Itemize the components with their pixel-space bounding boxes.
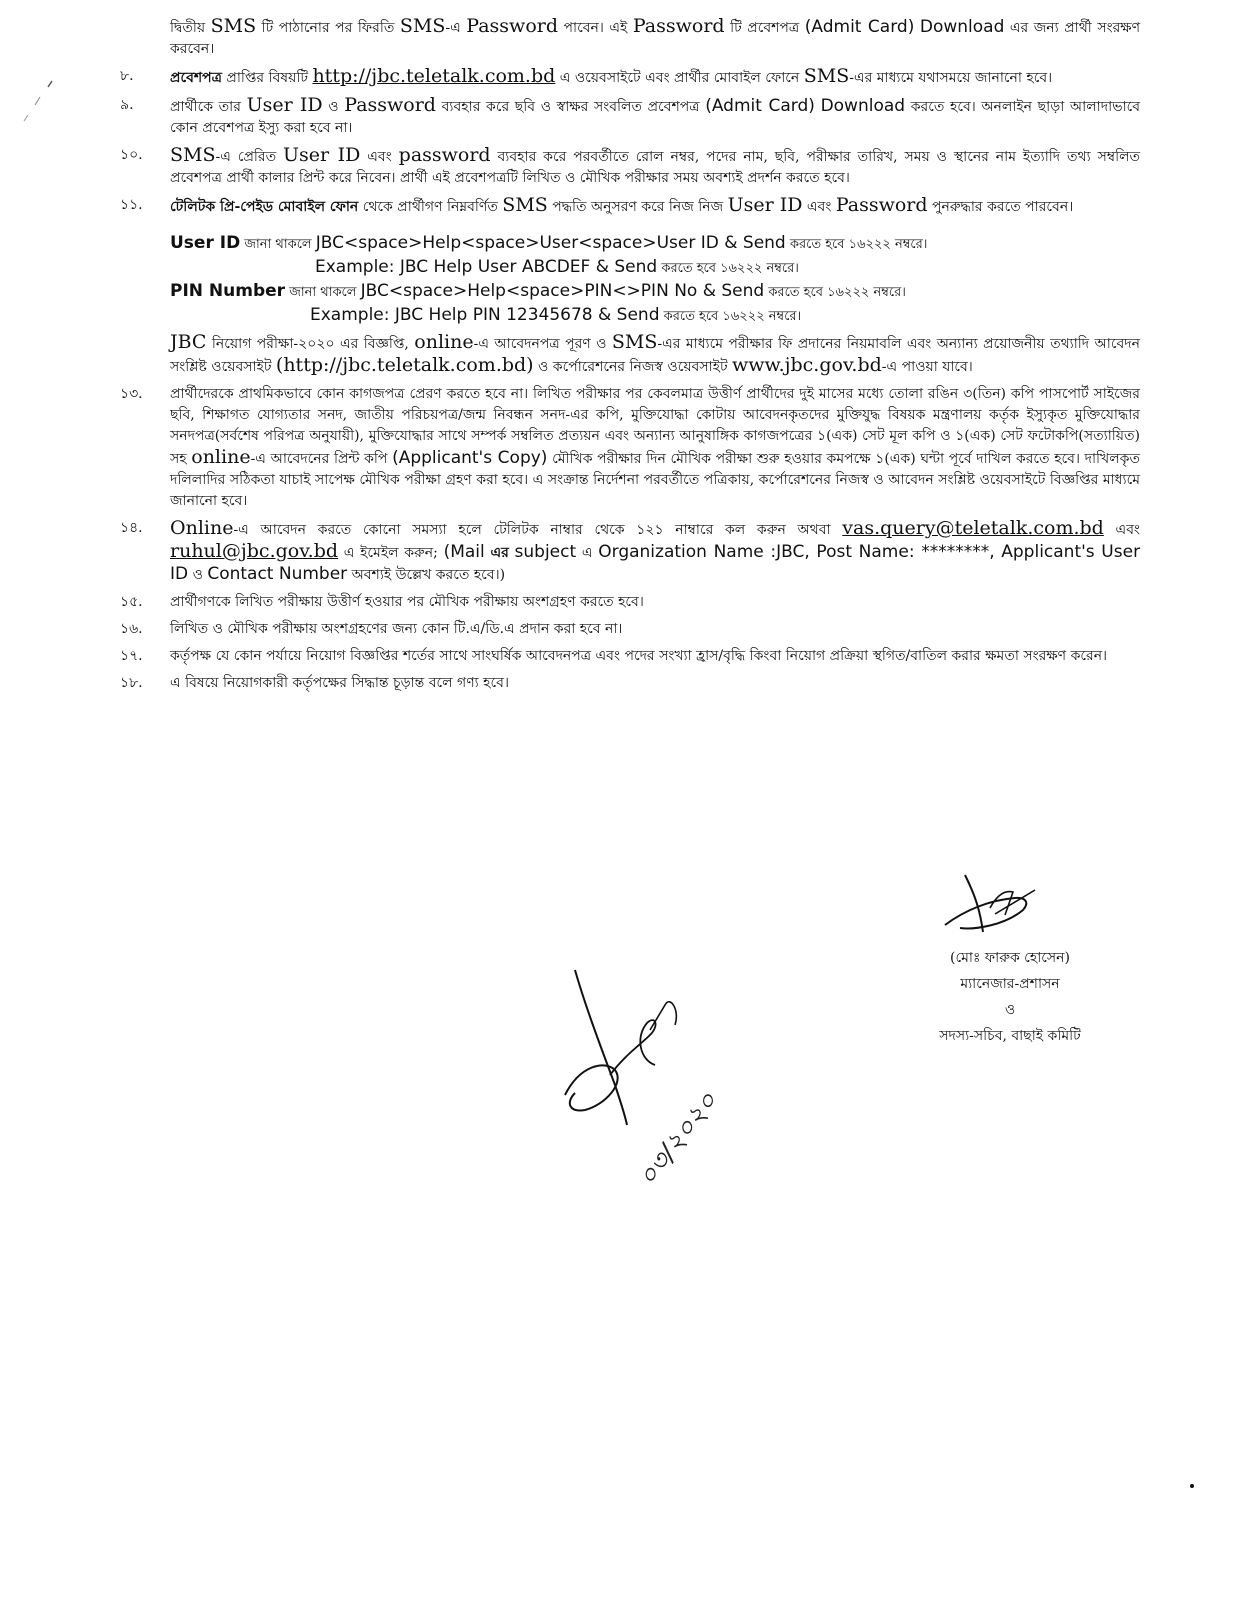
list-item [120,195,1140,218]
item-text: কর্তৃপক্ষ যে কোন পর্যায়ে নিয়োগ বিজ্ঞপ্তির শর্তের সাথে সাংঘর্ষিক আবেদনপত্র এবং পদের সংখ্যা হ্রাস/বৃদ্ধি কিংবা নিয়োগ প্রক্রিয়া স্থগিত/বাতিল করার ক্ষমতা সংরক্ষণ করেন। [170,648,1108,664]
signatory-block [905,945,1115,1049]
item-number: ১৬. [120,621,143,637]
text: টি পাঠানোর পর ফিরতি [261,20,395,36]
text: (Admit Card) [705,96,815,116]
item-text [170,195,1140,218]
item-number: ১৪. [120,520,143,536]
text: Password [344,94,436,116]
text: -এ আবেদনপত্র পূরণ ও [473,336,607,352]
text: মৌখিক পরীক্ষার দিন মৌখিক পরীক্ষা শুরু হওয়ার কমপক্ষে ১(এক) ঘন্টা পূর্বে দাখিল করতে হবে। দাখিলকৃত দলিলাদির সঠিকতা যাচাই সাপেক্ষ মৌখিক পরীক্ষা গ্রহণ করা হবে। এ সংক্রান্ত নির্দেশনা পরবর্তীতে পত্রিকায়, কর্পোরেশনের নিজস্ব ও আবেদন সংশ্লিষ্ট ওয়েবসাইটে বিজ্ঞপ্তির মাধ্যমে জানানো হবে। [170,451,1140,509]
text: subject [514,542,577,562]
text: password [398,144,491,166]
list-item [120,673,1140,694]
text: পুনরুদ্ধার করতে পারবেন। [932,199,1074,215]
text: (Mail [443,542,485,562]
teletalk-link[interactable]: http://jbc.teletalk.com.bd [312,65,556,87]
text: SMS [399,15,446,37]
text: -এ আবেদন করতে কোনো সমস্যা হলে টেলিটক নাম্বার থেকে ১২১ নাম্বারে কল করুন অথবা [233,522,831,538]
sms-line [170,304,1140,328]
item-text: লিখিত ও মৌখিক পরীক্ষায় অংশগ্রহণের জন্য কোন টি.এ/ডি.এ প্রদান করা হবে না। [170,621,623,637]
signatory-name: (মোঃ ফারুক হোসেন) [950,950,1070,966]
text: Example: JBC Help PIN 12345678 & Send [310,305,660,325]
text: প্রাপ্তির বিষয়টি [226,70,308,86]
item-text [170,95,1140,139]
handwritten-date: ০৩/২০২০ [632,1086,725,1193]
list-item [120,384,1140,512]
item-number: ১৩. [120,386,143,402]
item-text [170,145,1140,189]
text: (Applicant's Copy) [392,448,548,468]
text: করতে হবে ১৬২২২ নম্বরে। [789,237,928,252]
item-number: ৯. [120,97,134,113]
text: Password [835,194,928,216]
sms-line [170,232,1140,256]
text: ও [328,99,339,115]
teletalk-email-link[interactable]: vas.query@teletalk.com.bd [842,517,1104,539]
text: নিয়োগ পরীক্ষা-২০২০ এর বিজ্ঞপ্তি, [211,336,409,352]
sms-help-block [170,232,1140,328]
jbc-note-paragraph [170,332,1140,378]
text: টি প্রবেশপত্র [730,20,800,36]
text: ব্যবহার করে ছবি ও স্বাক্ষর সংবলিত প্রবেশপত্র [441,99,700,115]
list-item [120,646,1140,667]
text: User ID [170,233,241,253]
text: করতে হবে ১৬২২২ নম্বরে। [768,285,906,300]
item-text [170,518,1140,586]
text: -এ আবেদনের প্রিন্ট কপি [250,451,388,467]
text: করতে হবে। অনলাইন ছাড়া আলাদাভাবে কোন প্রবেশপত্র ইস্যু করা হবে না। [170,99,1141,136]
text: জানা থাকলে [244,237,312,252]
text: Password [466,15,559,37]
text: -এর মাধ্যমে পরীক্ষার ফি প্রদানের নিয়মাবলি এবং অন্যান্য প্রয়োজনীয় তথ্যাদি আবেদন সংশ্লিষ্ট ওয়েবসাইট [170,336,1140,375]
text: থেকে প্রার্থীগণ নিম্নবর্ণিত [362,199,498,215]
item-number: ১৮. [120,675,143,691]
pen-mark [18,75,58,125]
item-text: প্রার্থীগণকে লিখিত পরীক্ষায় উত্তীর্ণ হওয়ার পর মৌখিক পরীক্ষায় অংশগ্রহণ করতে হবে। [170,594,644,610]
list-item [120,95,1140,139]
text: পাবেন। এই [563,20,628,36]
text: online [191,446,251,468]
text: SMS [611,331,658,353]
text: টেলিটক প্রি-পেইড মোবাইল ফোন [170,199,359,215]
jbc-website-link[interactable]: www.jbc.gov.bd [732,354,882,376]
item-text [170,66,1140,89]
text: Online [170,517,234,539]
text: (Admit Card) [804,17,915,37]
sms-line [170,280,1140,304]
text: অবশ্যই উল্লেখ করতে হবে।) [351,567,506,583]
text: online [414,331,474,353]
text: দ্বিতীয় [170,20,206,36]
item-text: এ বিষয়ে নিয়োগকারী কর্তৃপক্ষের সিদ্ধান্ত চূড়ান্ত বলে গণ্য হবে। [170,675,509,691]
jbc-email-link[interactable]: ruhul@jbc.gov.bd [170,540,339,562]
continuation-paragraph [150,16,1140,60]
sms-line [170,256,1140,280]
text: এ ইমেইল করুন; [343,545,438,561]
notice-body [120,15,1141,700]
text: প্রার্থীদেরকে প্রাথমিকভাবে কোন কাগজপত্র প্রেরণ করতে হবে না। লিখিত পরীক্ষার পর কেবলমাত্র উত্তীর্ণ প্রার্থীদের দুই মাসের মধ্যে তোলা রঙিন ৩(তিন) কপি পাসপোর্ট সাইজের ছবি, শিক্ষাগত যোগ্যতার সনদ, জাতীয় পরিচয়পত্র/জন্ম নিবন্ধন সনদ-এর কপি, মুক্তিযোদ্ধা কোটায় আবেদনকৃতদের মুক্তিযুদ্ধ বিষয়ক মন্ত্রণালয় কর্তৃক ইস্যুকৃত মুক্তিযোদ্ধার সনদপত্র(সর্বশেষ পরিপত্র অনুযায়ী), মুক্তিযোদ্ধার সাথে সম্পর্ক সম্বলিত প্রত্যয়ন এবং অন্যান্য আনুষাঙ্গিক কাগজপত্রের ১(এক) সেট মূল কপি ও ১(এক) সেট ফটোকপি(সত্যায়িত) সহ [170,386,1140,467]
list-item [120,66,1140,89]
text: করতে হবে ১৬২২২ নম্বরে। [661,261,799,276]
signature-mark [935,870,1045,940]
item-number: ১০. [120,147,143,163]
text: এ [581,545,593,561]
item-number: ১৭. [120,648,143,664]
text: এর [490,545,509,561]
text: SMS [502,194,548,216]
signatory-and: ও [1004,1002,1016,1018]
text: -এর মাধ্যমে যথাসময়ে জানানো হবে। [849,70,1053,86]
text: Password [632,15,725,37]
text: Contact Number [207,564,348,584]
text: প্রবেশপত্র [170,70,222,86]
text: ব্যবহার করে পরবর্তীতে রোল নম্বর, পদের নাম, ছবি, পরীক্ষার তারিখ, সময় ও স্থানের নাম ইত্যাদি তথ্য সম্বলিত প্রবেশপত্র প্রার্থী কালার প্রিন্ট করে নিবেন। প্রার্থী এই প্রবেশপত্রটি লিখিত ও মৌখিক পরীক্ষার সময় অবশ্যই প্রদর্শন করতে হবে। [170,149,1141,186]
text: SMS [210,15,257,37]
text: JBC<space>Help<space>User<space>User ID & Send [315,233,786,253]
text: SMS [170,144,216,166]
list-item [120,619,1140,640]
text: প্রার্থীকে তার [170,99,241,115]
dot-mark [1188,1482,1196,1490]
text: এবং [1115,522,1141,538]
item-number: ১১. [120,197,143,213]
text: Download [820,96,906,116]
signatory-role: সদস্য-সচিব, বাছাই কমিটি [939,1028,1081,1044]
text: করতে হবে ১৬২২২ নম্বরে। [663,309,802,324]
text: ও [192,567,203,583]
list-item [120,592,1140,613]
list-item [120,518,1140,586]
text: PIN Number [170,281,286,301]
text: User ID [246,94,323,116]
teletalk-url[interactable]: (http://jbc.teletalk.com.bd) [275,354,534,376]
text: এবং [806,199,832,215]
list-item [120,145,1140,189]
text: User ID [727,194,803,216]
text: ও কর্পোরেশনের নিজস্ব ওয়েবসাইট [538,359,728,375]
item-text [170,384,1140,512]
item-number: ৮. [120,68,134,84]
text: এবং [367,149,392,165]
text: জানা থাকলে [289,285,357,300]
text: JBC [170,331,207,353]
text: User ID [283,144,361,166]
text: Organization Name :JBC, Post Name: ********, Applicant's User ID [170,542,1141,584]
text: Example: JBC Help User ABCDEF & Send [315,257,658,277]
text: -এ [445,20,461,36]
text: পদ্ধতি অনুসরণ করে নিজ নিজ [552,199,724,215]
text: -এ প্রেরিত [215,149,277,165]
text: এ ওয়েবসাইটে এবং প্রার্থীর মোবাইল ফোনে [559,70,800,86]
text: Download [919,17,1005,37]
item-number: ১৫. [120,594,143,610]
text: -এ পাওয়া যাবে। [881,359,973,375]
text: এর জন্য প্রার্থী সংরক্ষণ করবেন। [170,20,1141,57]
text: SMS [803,65,850,87]
signatory-title: ম্যানেজার-প্রশাসন [960,976,1060,992]
text: JBC<space>Help<space>PIN<>PIN No & Send [360,281,765,301]
